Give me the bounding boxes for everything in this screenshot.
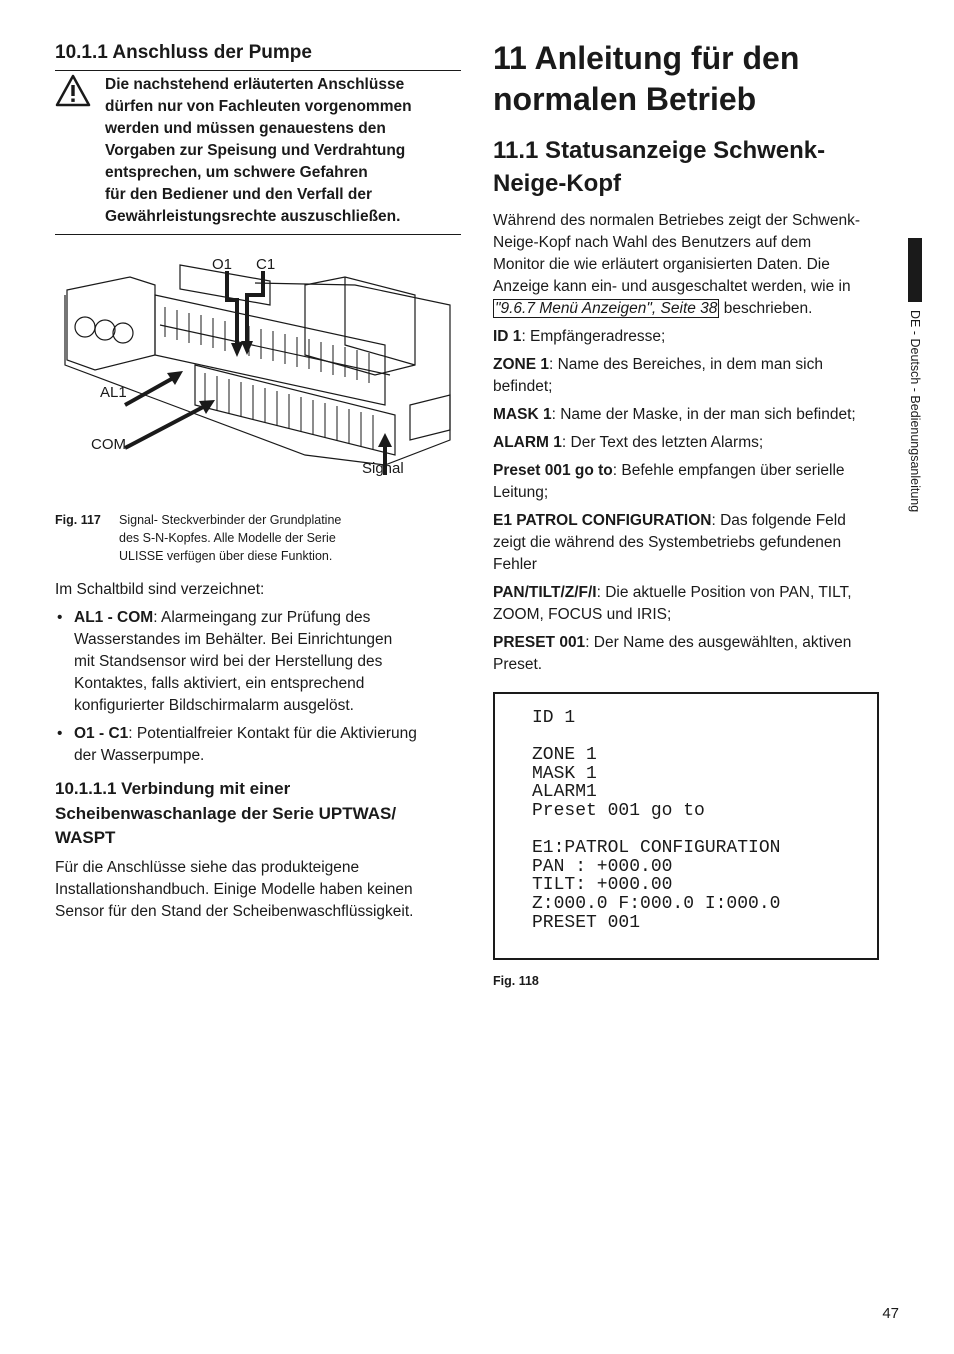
label-com: COM: [91, 436, 126, 453]
monitor-line: ALARM1: [532, 782, 597, 803]
label-al1: AL1: [100, 384, 127, 401]
definition-text: : Befehle empfangen über serielle: [612, 462, 845, 479]
definition-text: : Der Text des letzten Alarms;: [561, 434, 764, 451]
warning-line: werden und müssen genauestens den: [105, 120, 386, 137]
warning-icon: [55, 74, 105, 228]
paragraph-line: Anzeige kann ein- und ausgeschaltet werden, wie in: [493, 278, 851, 295]
monitor-line: [532, 728, 877, 747]
definition-item: [493, 632, 895, 676]
definition-text: Leitung;: [493, 484, 549, 501]
page-number: 47: [882, 1305, 899, 1322]
definition-term: Preset 001 go to: [493, 462, 613, 479]
warning-box: [55, 71, 461, 235]
definition-text: : Name des Bereiches, in dem man sich: [548, 356, 823, 373]
monitor-line: E1:PATROL CONFIGURATION: [532, 838, 781, 859]
list-item: [55, 723, 461, 767]
definition-text: ZOOM, FOCUS und IRIS;: [493, 606, 672, 623]
paragraph-line: Neige-Kopf nach Wahl des Benutzers auf dem: [493, 234, 812, 251]
bullet-term: O1 - C1: [74, 725, 129, 742]
monitor-line: ID 1: [532, 708, 576, 728]
definition-item: [493, 510, 895, 576]
list-item: [55, 607, 461, 717]
heading-line: WASPT: [55, 828, 116, 847]
paragraph-line: Während des normalen Betriebes zeigt der Schwenk-: [493, 212, 861, 229]
heading-line: 10.1.1.1 Verbindung mit einer: [55, 779, 291, 798]
definition-text: : Die aktuelle Position von PAN, TILT,: [596, 584, 852, 601]
definition-item: [493, 404, 895, 426]
bullet-term: AL1 - COM: [74, 609, 154, 626]
definition-text: : Der Name des ausgewählten, aktiven: [585, 634, 852, 651]
warning-line: Gewährleistungsrechte auszuschließen.: [105, 208, 401, 225]
definition-text: Fehler: [493, 556, 537, 573]
definition-term: ALARM 1: [493, 434, 562, 451]
definition-term: PRESET 001: [493, 634, 586, 651]
figure-caption: [55, 511, 461, 565]
warning-line: Die nachstehend erläuterten Anschlüsse: [105, 76, 405, 93]
definition-item: [493, 326, 895, 348]
bullet-text: : Alarmeingang zur Prüfung des: [153, 609, 371, 626]
figure-caption-text: [119, 511, 359, 565]
intro-paragraph: [493, 210, 895, 320]
definition-term: PAN/TILT/Z/F/I: [493, 584, 597, 601]
caption-line: ULISSE verfügen über diese Funktion.: [119, 549, 333, 563]
paragraph-line: Installationshandbuch. Einige Modelle haben keinen: [55, 880, 413, 898]
warning-line: dürfen nur von Fachleuten vorgenommen: [105, 98, 412, 115]
title-line: normalen Betrieb: [493, 81, 757, 117]
warning-text: [105, 74, 412, 228]
monitor-line: MASK 1: [532, 763, 597, 784]
title-line: 11 Anleitung für den: [493, 40, 800, 76]
heading-line: Scheibenwaschanlage der Serie UPTWAS/: [55, 803, 397, 823]
figure-number: Fig. 117: [55, 513, 101, 527]
menu-reference-link[interactable]: "9.6.7 Menü Anzeigen", Seite 38: [495, 300, 718, 317]
left-column: [55, 38, 461, 929]
bullet-text: konfigurierter Bildschirmalarm ausgelöst.: [74, 697, 354, 714]
caption-line: des S-N-Kopfes. Alle Modelle der Serie: [119, 531, 336, 545]
figure-number: Fig. 118: [493, 974, 539, 988]
warning-line: Vorgaben zur Speisung und Verdrahtung: [105, 142, 406, 159]
monitor-display: [493, 692, 879, 960]
definition-text: befindet;: [493, 378, 553, 395]
monitor-line: Z:000.0 F:000.0 I:000.0: [532, 893, 781, 914]
monitor-line: TILT: +000.00: [532, 875, 673, 896]
label-o1: O1: [212, 256, 233, 273]
terminal-list: [55, 607, 461, 767]
definition-item: [493, 354, 895, 398]
monitor-line: Preset 001 go to: [532, 800, 705, 821]
definition-term: MASK 1: [493, 406, 552, 423]
definition-text: : Das folgende Feld: [711, 512, 846, 529]
chapter-title: [493, 38, 895, 120]
warning-line: für den Bediener und den Verfall der: [105, 186, 372, 203]
label-signal: Signal: [362, 460, 404, 477]
definition-text: Preset.: [493, 656, 543, 673]
schematic-intro: Im Schaltbild sind verzeichnet:: [55, 581, 265, 598]
bullet-text: : Potentialfreier Kontakt für die Aktivierung: [128, 725, 417, 742]
right-column: [493, 38, 895, 988]
paragraph-line: Für die Anschlüsse siehe das produkteigene: [55, 858, 360, 876]
bullet-text: Wasserstandes im Behälter. Bei Einrichtungen: [74, 631, 393, 648]
definition-term: ZONE 1: [493, 356, 549, 373]
bullet-text: Kontaktes, falls aktiviert, ein entsprechend: [74, 675, 365, 692]
caption-line: Signal- Steckverbinder der Grundplatine: [119, 513, 342, 527]
paragraph-line: Sensor für den Stand der Scheibenwaschflüssigkeit.: [55, 902, 414, 920]
definition-item: [493, 432, 895, 454]
bullet-text: mit Standsensor wird bei der Herstellung des: [74, 653, 383, 670]
side-tab-marker: [908, 238, 922, 302]
paragraph-text: beschrieben.: [719, 300, 813, 317]
label-c1: C1: [256, 256, 276, 273]
monitor-line: ZONE 1: [532, 745, 597, 766]
section-title: [493, 134, 895, 200]
subsection-heading: [55, 777, 461, 851]
warning-line: entsprechen, um schwere Gefahren: [105, 164, 368, 181]
title-line: 11.1 Statusanzeige Schwenk-: [493, 137, 826, 164]
definition-text: : Name der Maske, in der man sich befindet;: [551, 406, 856, 423]
connector-figure: [55, 255, 461, 495]
title-line: Neige-Kopf: [493, 170, 621, 197]
connector-board-illustration: [55, 255, 461, 495]
closing-paragraph: [55, 857, 461, 923]
definition-term: E1 PATROL CONFIGURATION: [493, 512, 712, 529]
monitor-line: PAN : +000.00: [532, 856, 673, 877]
side-tab-label: DE - Deutsch - Bedienungsanleitung: [908, 310, 922, 513]
definition-item: [493, 460, 895, 504]
paragraph-line: Monitor die wie erläutert organisierten Daten. Die: [493, 256, 830, 273]
monitor-line: [532, 821, 877, 840]
bullet-text: der Wasserpumpe.: [74, 747, 205, 764]
definition-item: [493, 582, 895, 626]
definition-text: : Empfängeradresse;: [521, 328, 666, 345]
definition-text: zeigt die während des Systembetriebs gefundenen: [493, 534, 842, 551]
monitor-line: PRESET 001: [532, 912, 641, 933]
definition-term: ID 1: [493, 328, 522, 345]
section-heading: 10.1.1 Anschluss der Pumpe: [55, 42, 312, 63]
